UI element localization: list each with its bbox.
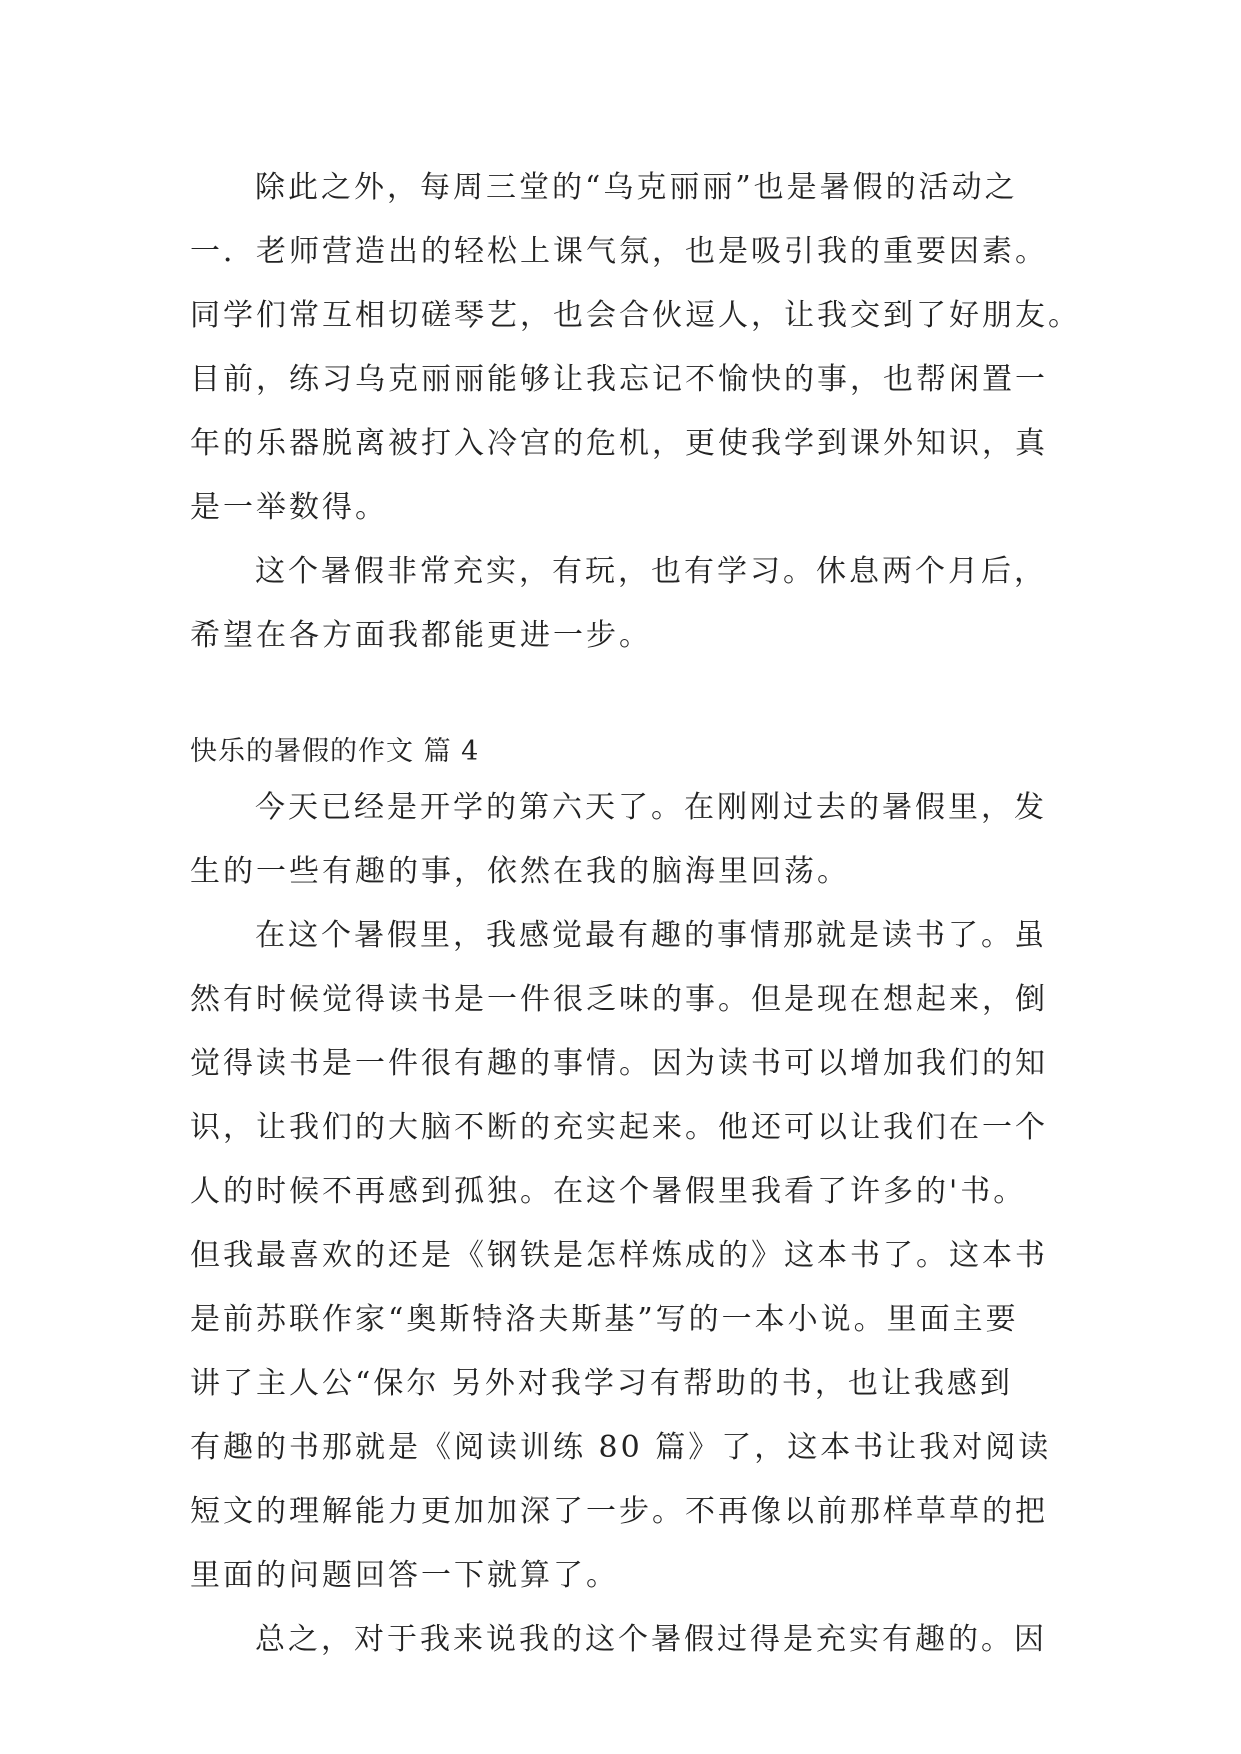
paragraph-line: 今天已经是开学的第六天了。在刚刚过去的暑假里，发: [255, 790, 1047, 825]
paragraph-line: 然有时候觉得读书是一件很乏味的事。但是现在想起来，倒: [190, 982, 1048, 1017]
paragraph-line: 总之，对于我来说我的这个暑假过得是充实有趣的。因: [255, 1622, 1047, 1657]
paragraph-line: 里面的问题回答一下就算了。: [190, 1558, 619, 1593]
paragraph-line: 短文的理解能力更加加深了一步。不再像以前那样草草的把: [190, 1494, 1048, 1529]
paragraph-line: 希望在各方面我都能更进一步。: [190, 618, 652, 653]
paragraph-line: 但我最喜欢的还是《钢铁是怎样炼成的》这本书了。这本书: [190, 1238, 1048, 1273]
paragraph-line: 觉得读书是一件很有趣的事情。因为读书可以增加我们的知: [190, 1046, 1048, 1081]
paragraph-line: 目前，练习乌克丽丽能够让我忘记不愉快的事，也帮闲置一: [190, 362, 1048, 397]
paragraph-line: 是一举数得。: [190, 490, 388, 525]
section-heading: 快乐的暑假的作文 篇 4: [190, 736, 480, 767]
paragraph-line: 是前苏联作家“奥斯特洛夫斯基”写的一本小说。里面主要: [190, 1302, 1019, 1337]
paragraph-line: 在这个暑假里，我感觉最有趣的事情那就是读书了。虽: [255, 918, 1047, 953]
paragraph-line: 年的乐器脱离被打入冷宫的危机，更使我学到课外知识，真: [190, 426, 1048, 461]
paragraph-line: 这个暑假非常充实，有玩，也有学习。休息两个月后，: [255, 554, 1047, 589]
paragraph-line: 讲了主人公“保尔 另外对我学习有帮助的书，也让我感到: [190, 1366, 1013, 1401]
paragraph-line: 一．老师营造出的轻松上课气氛，也是吸引我的重要因素。: [190, 234, 1048, 269]
paragraph-line: 人的时候不再感到孤独。在这个暑假里我看了许多的'书。: [190, 1174, 1027, 1209]
paragraph-line: 识，让我们的大脑不断的充实起来。他还可以让我们在一个: [190, 1110, 1048, 1145]
paragraph-line: 生的一些有趣的事，依然在我的脑海里回荡。: [190, 854, 850, 889]
paragraph-line: 同学们常互相切磋琴艺，也会合伙逗人，让我交到了好朋友。: [190, 298, 1081, 333]
paragraph-line: 有趣的书那就是《阅读训练 80 篇》了，这本书让我对阅读: [190, 1430, 1052, 1465]
paragraph-line: 除此之外，每周三堂的“乌克丽丽”也是暑假的活动之: [255, 170, 1018, 205]
